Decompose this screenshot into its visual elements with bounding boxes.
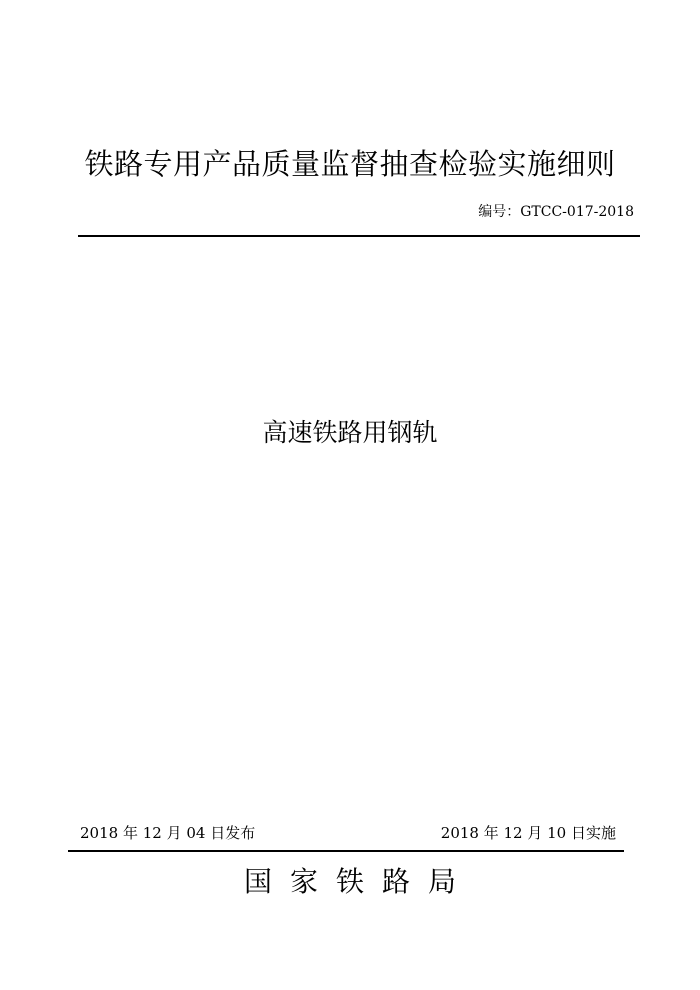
product-title: 高速铁路用钢轨 [262,418,438,447]
top-divider [78,235,640,237]
effective-date: 2018 年 12 月 10 日实施 [440,824,616,842]
issuing-authority: 国家铁路局 [243,865,474,898]
document-title: 铁路专用产品质量监督抽查检验实施细则 [84,147,616,181]
publish-date: 2018 年 12 月 04 日发布 [80,824,256,842]
document-code: 编号：GTCC-017-2018 [478,204,634,220]
bottom-divider [68,850,624,852]
